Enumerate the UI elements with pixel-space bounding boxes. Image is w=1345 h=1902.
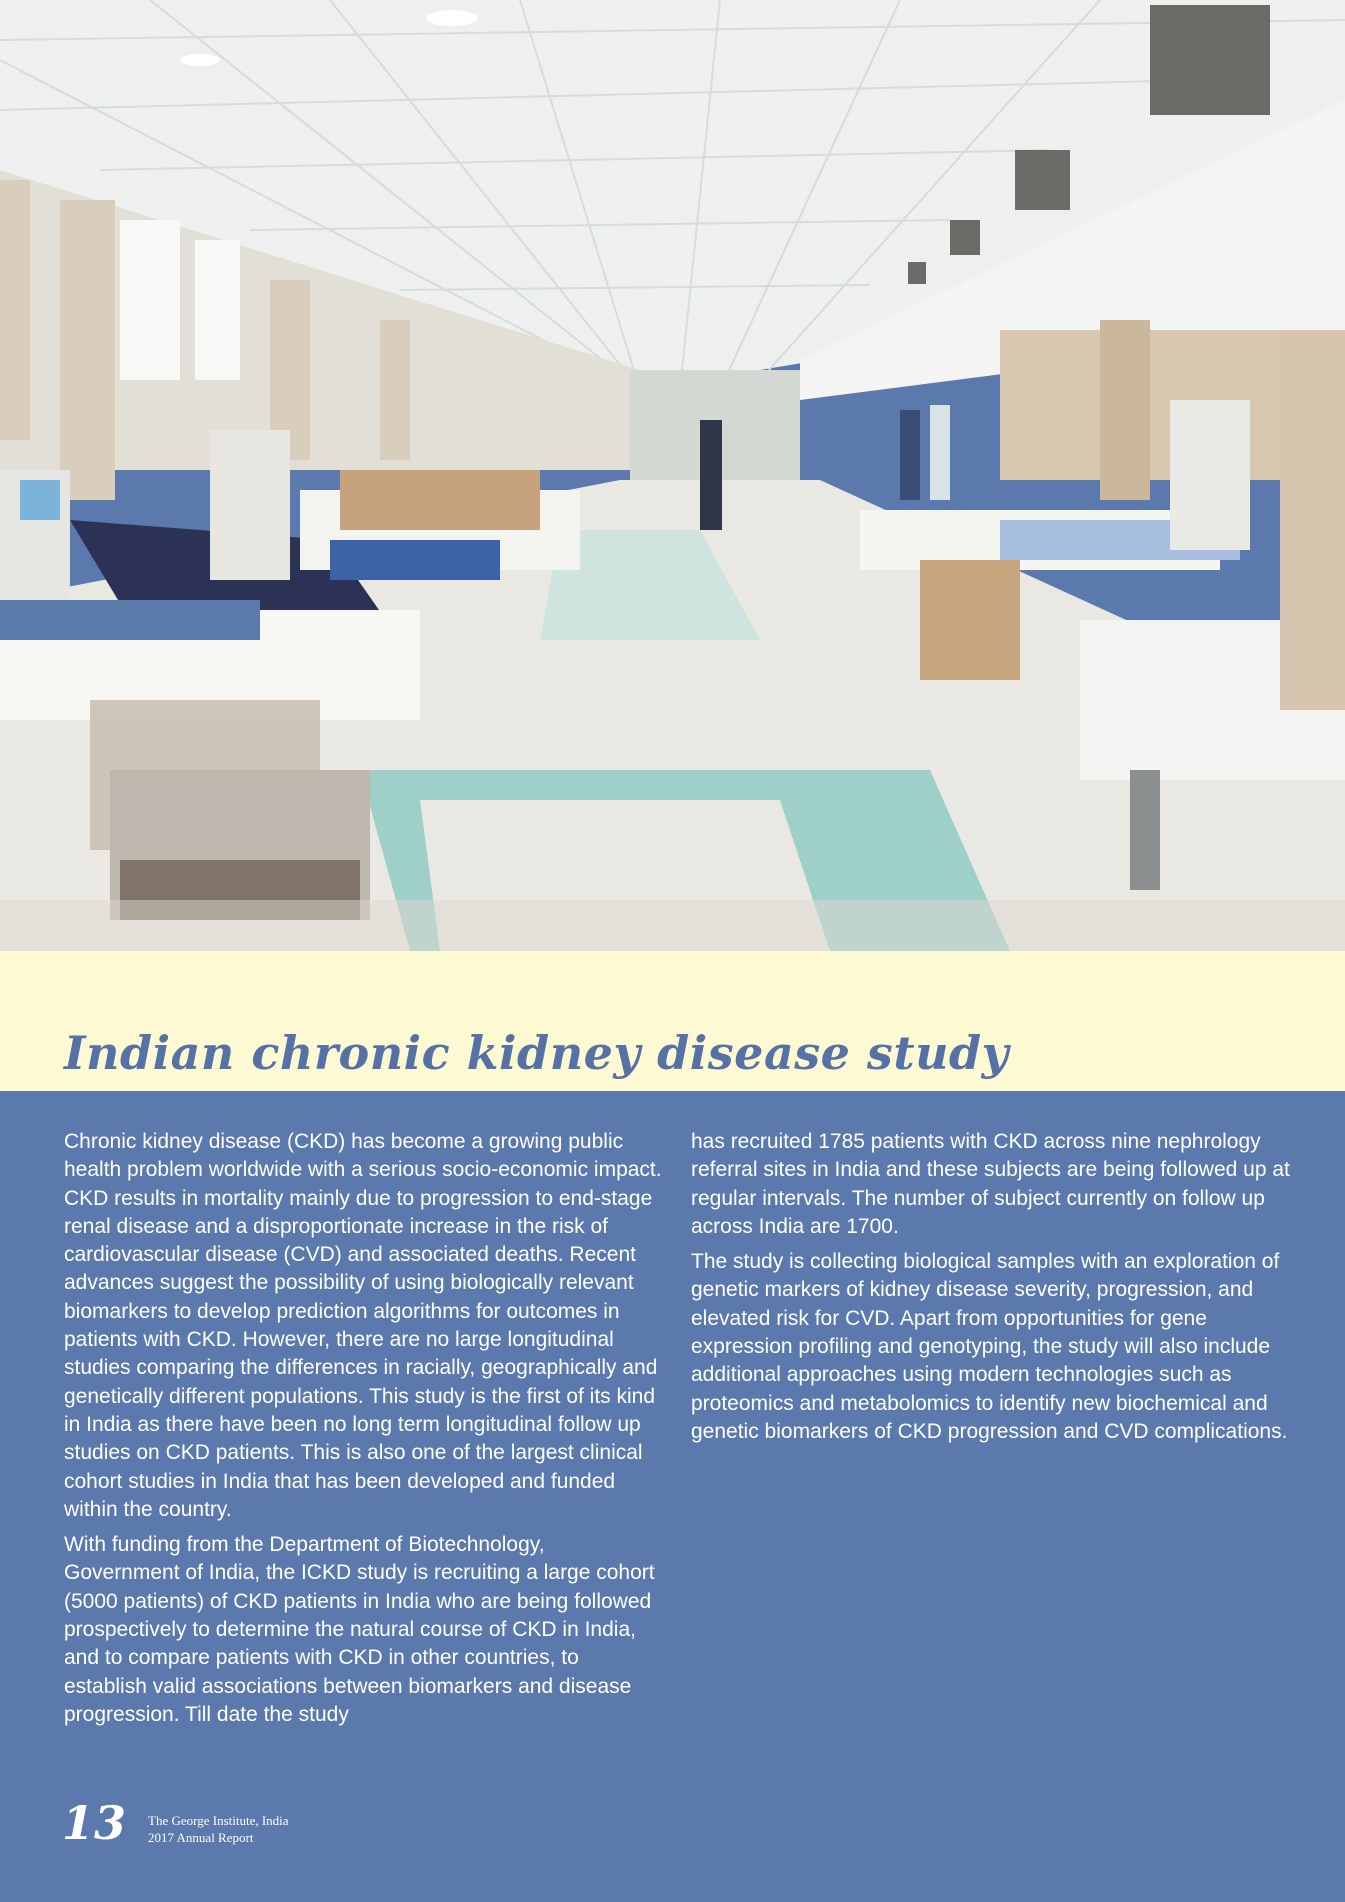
footer-org: The George Institute, India bbox=[148, 1813, 289, 1828]
paragraph: has recruited 1785 patients with CKD across nine nephrology referral sites in India and these subjects are being followed up at regular intervals. The number of subject currently on follow up across India are 1700. bbox=[691, 1130, 1290, 1238]
footer-label bbox=[148, 1812, 289, 1846]
paragraph: The study is collecting biological samples with an exploration of genetic markers of kidney disease severity, progression, and elevated risk for CVD. Apart from opportunities for gene expression profiling and genotyping, the study will also include additional approaches using modern technologies such as proteomics and metabolomics to identify new biochemical and genetic biomarkers of CKD progression and CVD complications. bbox=[691, 1250, 1288, 1443]
paragraph: Chronic kidney disease (CKD) has become a growing public health problem worldwide with a serious socio-economic impact. CKD results in mortality mainly due to progression to end-stage renal disease and a disproportionate increase in the risk of cardiovascular disease (CVD) and associated deaths. Recent advances suggest the possibility of using biologically relevant biomarkers to develop prediction algorithms for outcomes in patients with CKD. However, there are no large longitudinal studies comparing the differences in racially, geographically and genetically different populations. This study is the first of its kind in India as there have been no long term longitudinal follow up studies on CKD patients. This is also one of the largest clinical cohort studies in India that has been developed and funded within the country. bbox=[64, 1130, 662, 1521]
text-column-right bbox=[691, 1128, 1291, 1453]
footer-report: 2017 Annual Report bbox=[148, 1830, 254, 1845]
page-title: Indian chronic kidney disease study bbox=[64, 1026, 1009, 1080]
paragraph: With funding from the Department of Biotechnology, Government of India, the ICKD study is recruiting a large cohort (5000 patients) of CKD patients in India who are being followed prospectively to determine the natural course of CKD in India, and to compare patients with CKD in other countries, to establish valid associations between biomarkers and disease progression. Till date the study bbox=[64, 1533, 655, 1726]
page-number: 13 bbox=[62, 1796, 127, 1850]
text-column-left bbox=[64, 1128, 664, 1736]
